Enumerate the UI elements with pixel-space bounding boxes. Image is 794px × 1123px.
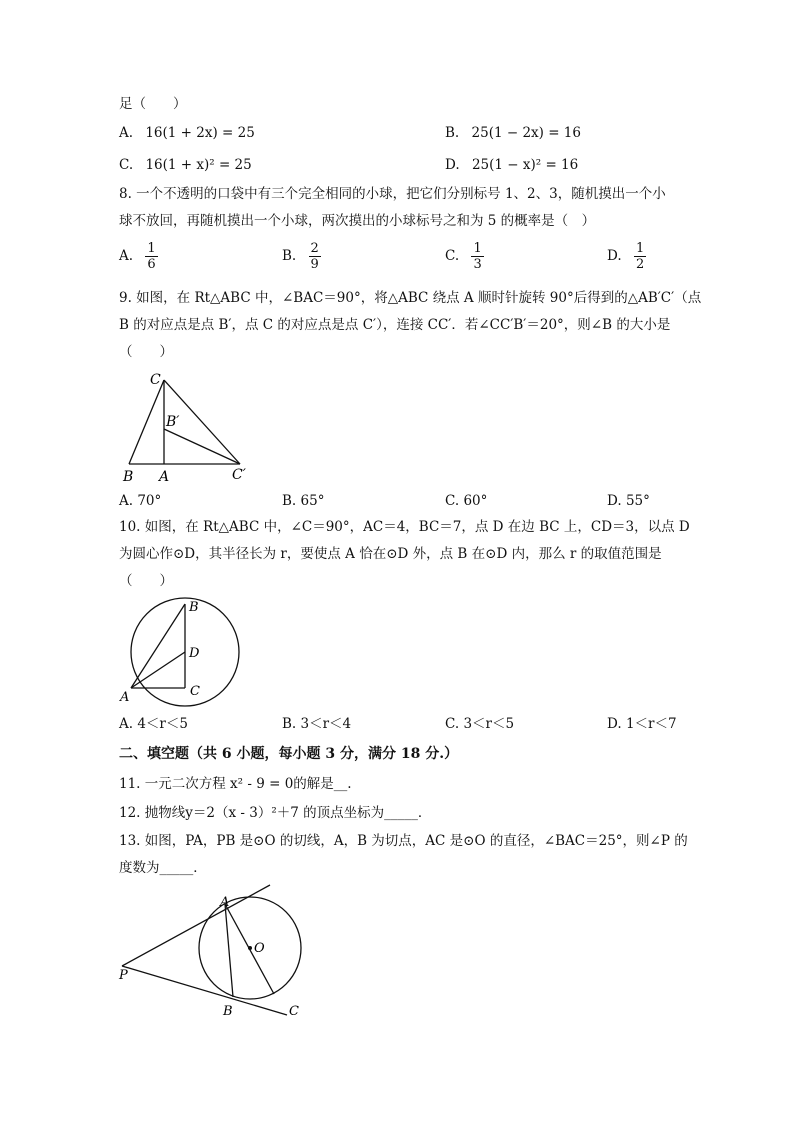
q9-rotation-figure [115, 368, 255, 488]
denominator: 9 [310, 257, 319, 272]
option-text: 70° [137, 493, 162, 509]
q8-line1: 8. 一个不透明的口袋中有三个完全相同的小球，把它们分别标号 1、2、3，随机摸出一个小 [119, 186, 666, 202]
label-a: A [120, 690, 130, 705]
option-label: D. [607, 716, 622, 732]
option-text: 16(1 + x)² = 25 [145, 157, 252, 173]
q13-line1: 13. 如图，PA，PB 是⊙O 的切线，A，B 为切点，AC 是⊙O 的直径，∠BAC＝25°，则∠P 的 [119, 833, 688, 849]
option-label: D. [607, 493, 622, 509]
option-text: 4＜r＜5 [137, 716, 188, 732]
segment-ab [131, 604, 185, 688]
center-o-dot [248, 946, 252, 950]
segment-b-prime-c-prime [164, 429, 240, 464]
label-b: B [123, 469, 134, 485]
option-label: A. [119, 125, 134, 141]
q13-line2: 度数为_____． [119, 860, 207, 876]
option-label: A. [119, 248, 134, 264]
option-label: C. [119, 157, 134, 173]
label-a: A [159, 469, 170, 485]
q7-option-b[interactable] [445, 123, 581, 143]
option-text: 60° [463, 493, 488, 509]
numerator: 1 [635, 241, 645, 256]
q7-option-d[interactable] [445, 155, 578, 175]
label-c: C [150, 372, 161, 388]
q13-tangent-figure [115, 880, 315, 1022]
option-label: B. [282, 493, 297, 509]
segment-bc [129, 380, 164, 464]
q7-stem-tail: 足（ ） [119, 96, 187, 112]
chord-ab [225, 904, 233, 997]
q8-option-c[interactable] [445, 241, 484, 272]
q10-option-b[interactable] [282, 714, 351, 734]
option-text: 25(1 − 2x) = 16 [471, 125, 581, 141]
section-heading: 二、填空题（共 6 小题，每小题 3 分，满分 18 分.） [119, 746, 459, 762]
option-text: 25(1 − x)² = 16 [471, 157, 579, 173]
q9-line2: B 的对应点是点 B′，点 C 的对应点是点 C′），连接 CC′．若∠CC′B′＝20°，则∠B 的大小是 [119, 317, 671, 333]
q9-option-b[interactable] [282, 491, 324, 511]
label-b: B [189, 600, 199, 615]
label-c: C [289, 1004, 299, 1019]
option-label: A. [119, 493, 134, 509]
q9-option-d[interactable] [607, 491, 650, 511]
option-text: 16(1 + 2x) = 25 [145, 125, 255, 141]
q7-option-c[interactable] [119, 155, 252, 175]
label-d: D [189, 646, 200, 661]
segment-ad [131, 652, 185, 688]
numerator: 1 [147, 241, 156, 256]
option-label: A. [119, 716, 134, 732]
q9-line3: （ ） [119, 344, 173, 360]
label-o: O [254, 941, 265, 956]
q8-option-b[interactable] [282, 241, 321, 272]
denominator: 6 [147, 257, 156, 272]
q10-option-d[interactable] [607, 714, 677, 734]
q10-option-c[interactable] [445, 714, 514, 734]
fraction [471, 241, 483, 272]
q8-option-a[interactable] [119, 241, 158, 272]
option-label: C. [445, 248, 460, 264]
label-a: A [220, 895, 230, 910]
q10-line2: 为圆心作⊙D，其半径长为 r，要使点 A 恰在⊙D 外，点 B 在⊙D 内，那么 r 的取值范围是 [119, 546, 662, 562]
option-text: 1＜r＜7 [625, 716, 677, 732]
label-c-prime: C′ [232, 467, 246, 483]
q11-text: 11. 一元二次方程 x² - 9 = 0的解是__. [119, 776, 352, 792]
label-p: P [119, 968, 128, 983]
q10-option-a[interactable] [119, 714, 188, 734]
q7-option-a[interactable] [119, 123, 255, 143]
option-label: D. [445, 157, 460, 173]
label-b-prime: B′ [166, 414, 180, 430]
option-text: 3＜r＜4 [300, 716, 352, 732]
q9-option-a[interactable] [119, 491, 161, 511]
label-c: C [190, 684, 200, 699]
option-text: 3＜r＜5 [463, 716, 515, 732]
option-label: B. [282, 248, 297, 264]
fraction [634, 241, 646, 272]
option-label: B. [282, 716, 297, 732]
option-label: B. [445, 125, 460, 141]
numerator: 1 [473, 241, 482, 256]
q8-option-d[interactable] [607, 241, 646, 272]
denominator: 2 [635, 257, 645, 272]
q10-circle-figure [115, 596, 245, 708]
q10-line3: （ ） [119, 573, 173, 589]
option-label: C. [445, 493, 460, 509]
q10-line1: 10. 如图，在 Rt△ABC 中，∠C＝90°，AC＝4，BC＝7，点 D 在边 BC 上，CD＝3，以点 D [119, 519, 690, 535]
numerator: 2 [310, 241, 319, 256]
option-label: D. [607, 248, 622, 264]
q8-line2: 球不放回，再随机摸出一个小球，两次摸出的小球标号之和为 5 的概率是（ ） [119, 213, 596, 229]
option-text: 55° [625, 493, 650, 509]
q9-option-c[interactable] [445, 491, 487, 511]
label-b: B [223, 1004, 233, 1019]
tangent-pa [122, 885, 270, 966]
q9-line1: 9. 如图，在 Rt△ABC 中，∠BAC＝90°，将△ABC 绕点 A 顺时针旋转 90°后得到的△AB′C′（点 [119, 290, 702, 306]
denominator: 3 [473, 257, 482, 272]
option-label: C. [445, 716, 460, 732]
fraction [309, 241, 321, 272]
option-text: 65° [300, 493, 325, 509]
fraction [145, 241, 157, 272]
q12-text: 12. 抛物线y＝2（x - 3）²＋7 的顶点坐标为_____． [119, 805, 432, 821]
